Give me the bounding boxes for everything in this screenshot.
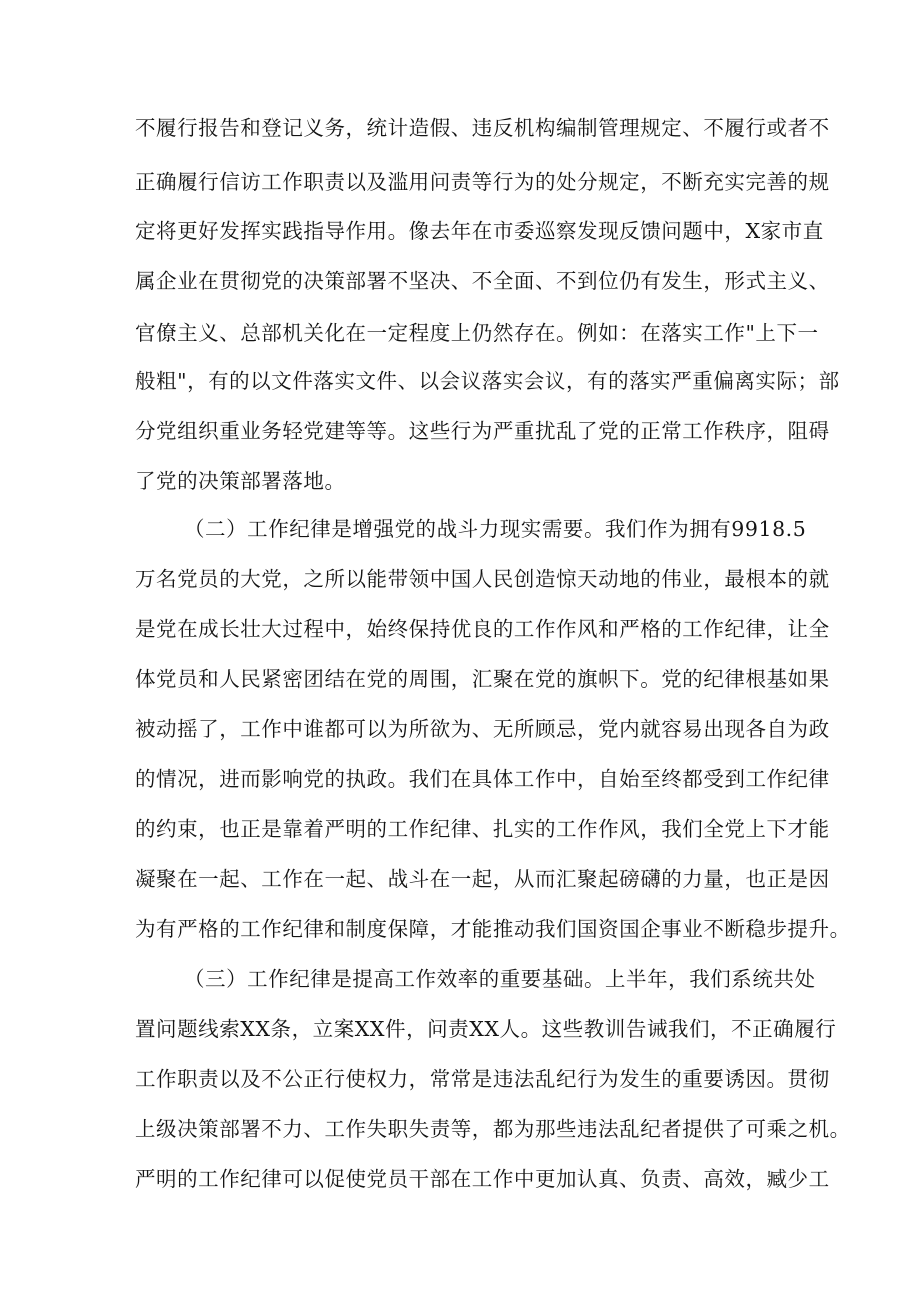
paragraph-3-line-3: 工作职责以及不公正行使权力，常常是违法乱纪行为发生的重要诱因。贯彻 [135,1067,830,1091]
paragraph-2-line-7: 的约束，也正是靠着严明的工作纪律、扎实的工作作风，我们全党上下才能 [135,817,830,841]
paragraph-3-line-1: （三）工作纪律是提高工作效率的重要基础。上半年，我们系统共处 [184,967,816,991]
paragraph-1-line-1: 不履行报告和登记义务，统计造假、违反机构编制管理规定、不履行或者不 [135,116,830,140]
paragraph-2-line-9: 为有严格的工作纪律和制度保障，才能推动我们国资国企事业不断稳步提升。 [135,917,851,941]
paragraph-2-line-3: 是党在成长壮大过程中，始终保持优良的工作作风和严格的工作纪律，让全 [135,617,830,641]
paragraph-2-line-4: 体党员和人民紧密团结在党的周围，汇聚在党的旗帜下。党的纪律根基如果 [135,667,830,691]
paragraph-2-line-6: 的情况，进而影响党的执政。我们在具体工作中，自始至终都受到工作纪律 [135,767,830,791]
paragraph-3-line-5: 严明的工作纪律可以促使党员干部在工作中更加认真、负责、高效，臧少工 [135,1167,830,1191]
paragraph-1-line-5: 官僚主义、总部机关化在一定程度上仍然存在。例如：在落实工作"上下一 [135,321,819,345]
paragraph-1-line-3: 定将更好发挥实践指导作用。像去年在市委巡察发现反馈问题中，X家市直 [135,219,824,243]
paragraph-2-line-1: （二）工作纪律是增强党的战斗力现实需要。我们作为拥有9918.5 [184,517,807,541]
paragraph-2-line-8: 凝聚在一起、工作在一起、战斗在一起，从而汇聚起磅礴的力量，也正是因 [135,867,830,891]
paragraph-2-line-2: 万名党员的大党，之所以能带领中国人民创造惊天动地的伟业，最根本的就 [135,567,830,591]
paragraph-3-line-2: 置问题线索XX条，立案XX件，问责XX人。这些教训告诫我们，不正确履行 [135,1017,837,1041]
paragraph-1-line-7: 分党组织重业务轻党建等等。这些行为严重扰乱了党的正常工作秩序，阻碍 [135,419,830,443]
paragraph-1-line-4: 属企业在贯彻党的决策部署不坚决、不全面、不到位仍有发生，形式主义、 [135,269,830,293]
paragraph-1-line-2: 正确履行信访工作职责以及滥用问责等行为的处分规定，不断充实完善的规 [135,170,830,194]
paragraph-1-line-8: 了党的决策部署落地。 [135,469,346,493]
paragraph-3-line-4: 上级决策部署不力、工作失职失责等，都为那些违法乱纪者提供了可乘之机。 [135,1117,851,1141]
paragraph-1-line-6: 般粗"，有的以文件落实文件、以会议落实会议，有的落实严重偏离实际；部 [135,369,840,393]
paragraph-2-line-5: 被动摇了，工作中谁都可以为所欲为、无所顾忌，党内就容易出现各自为政 [135,717,830,741]
